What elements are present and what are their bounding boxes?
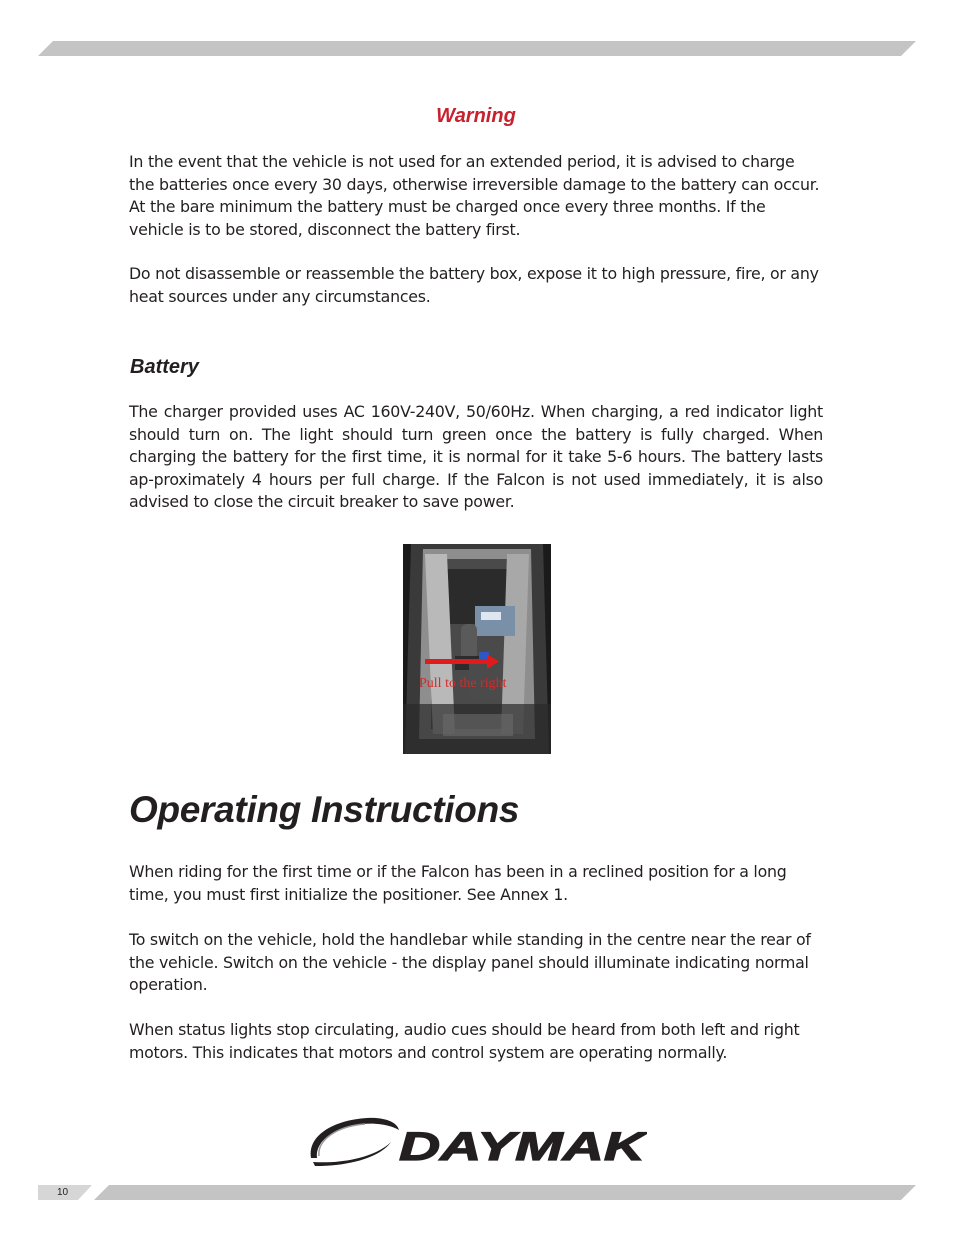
warning-paragraph-2-container xyxy=(129,263,823,308)
header-decorative-bar xyxy=(38,41,916,56)
operating-instructions-heading: Operating Instructions xyxy=(129,789,520,830)
warning-heading: Warning xyxy=(436,105,516,127)
warning-paragraph-2: Do not disassemble or reassemble the battery box, expose it to high pressure, fire, or any heat sources under any circumstances. xyxy=(129,264,819,306)
logo-wordmark: DAYMAK xyxy=(399,1125,647,1168)
battery-photo-illustration xyxy=(403,544,551,754)
page-number: 10 xyxy=(57,1187,69,1198)
operating-paragraph-1-container xyxy=(129,861,823,906)
battery-heading: Battery xyxy=(130,356,199,378)
operating-paragraph-2-container xyxy=(129,929,823,997)
operating-paragraph-3: When status lights stop circulating, audio cues should be heard from both left and right motors. This indicates that motors and control system are operating normally. xyxy=(129,1020,800,1062)
daymak-logo-graphic xyxy=(305,1112,647,1168)
photo-caption: Pull to the right xyxy=(419,676,507,691)
battery-paragraph-container xyxy=(129,401,823,514)
operating-paragraph-3-container xyxy=(129,1019,823,1064)
battery-connector-photo xyxy=(403,544,551,754)
warning-paragraph-1-container xyxy=(129,151,823,241)
operating-paragraph-2: To switch on the vehicle, hold the handlebar while standing in the centre near the rear of the vehicle. Switch on the vehicle - the display panel should illuminate indicating normal operation. xyxy=(129,930,811,994)
warning-paragraph-1: In the event that the vehicle is not used for an extended period, it is advised to charge the batteries once every 30 days, otherwise irreversible damage to the battery can occur. At the bare minimum the battery must be charged once every three months. If the vehicle is to be stored, disconnect the battery first. xyxy=(129,152,820,239)
footer-decorative-bar xyxy=(94,1185,916,1200)
operating-paragraph-1: When riding for the first time or if the Falcon has been in a reclined position for a long time, you must first initialize the positioner. See Annex 1. xyxy=(129,862,787,904)
daymak-logo xyxy=(305,1112,647,1168)
battery-paragraph: The charger provided uses AC 160V-240V, 50/60Hz. When charging, a red indicator light should turn on. The light should turn green once the battery is fully charged. When charging the battery for the first time, it is normal for it take 5-6 hours. The battery lasts ap-proximately 4 hours per full charge. If the Falcon is not used immediately, it is also advised to close the circuit breaker to save power. xyxy=(129,402,823,511)
